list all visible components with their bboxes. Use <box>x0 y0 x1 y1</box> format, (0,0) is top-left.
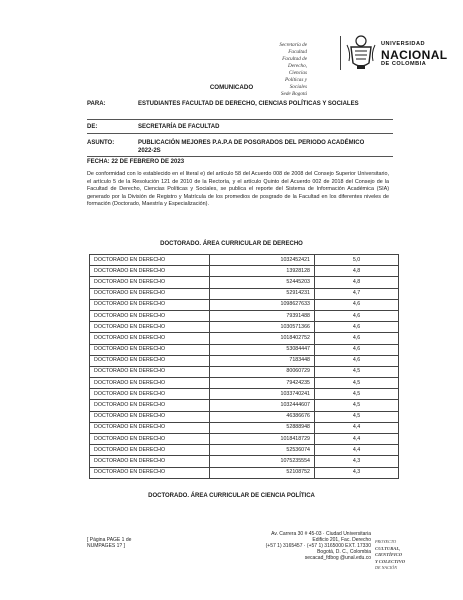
papa-cell: 4,6 <box>315 310 399 321</box>
student-id-cell: 1032452421 <box>210 255 315 266</box>
program-cell: DOCTORADO EN DERECHO <box>90 333 210 344</box>
papa-cell: 4,8 <box>315 266 399 277</box>
page-number-line: [ Página PAGE 1 de <box>87 537 132 543</box>
slogan-line: Y COLECTIVO <box>375 558 406 564</box>
program-cell: DOCTORADO EN DERECHO <box>90 310 210 321</box>
table-row <box>90 434 399 445</box>
table-row <box>90 411 399 422</box>
memo-divider <box>87 156 393 157</box>
student-id-cell: 80060729 <box>210 366 315 377</box>
papa-cell: 4,5 <box>315 389 399 400</box>
section-title: DOCTORADO. ÁREA CURRICULAR DE CIENCIA POLÍTICA <box>148 493 315 499</box>
table-row <box>90 445 399 456</box>
papa-cell: 5,0 <box>315 255 399 266</box>
address-line: secacad_fdbog @unal.edu.co <box>304 555 371 561</box>
program-cell: DOCTORADO EN DERECHO <box>90 344 210 355</box>
student-id-cell: 52445203 <box>210 277 315 288</box>
papa-cell: 4,4 <box>315 422 399 433</box>
table-row <box>90 310 399 321</box>
table-row <box>90 266 399 277</box>
papa-table <box>89 254 399 479</box>
student-id-cell: 1018402752 <box>210 333 315 344</box>
program-cell: DOCTORADO EN DERECHO <box>90 445 210 456</box>
papa-cell: 4,3 <box>315 456 399 467</box>
student-id-cell: 52888948 <box>210 422 315 433</box>
papa-cell: 4,5 <box>315 378 399 389</box>
student-id-cell: 1018418729 <box>210 434 315 445</box>
student-id-cell: 79391488 <box>210 310 315 321</box>
program-cell: DOCTORADO EN DERECHO <box>90 467 210 478</box>
body-paragraph: De conformidad con lo establecido en el literal e) del artículo 58 del Acuerdo 008 de 2008 del Consejo Superior Universitario, el artículo 5 de la Resolución 121 de 2010 de la Rectoría, y el artículo Quinto del Acuerdo 002 de 2018 del Consejo de la Facultad de Derecho, Ciencias Políticas y Sociales, se publica el reporte del Sistema de Información Académica (SIA) generado por la División de Registro y Matrícula de los promedios de posgrado de la Facultad en los diferentes niveles de formación (Doctorado, Maestría y Especialización). <box>87 171 389 208</box>
program-cell: DOCTORADO EN DERECHO <box>90 456 210 467</box>
student-id-cell: 1032444607 <box>210 400 315 411</box>
de-label: DE: <box>87 124 98 130</box>
sender-line: Facultad de Derecho, Ciencias Políticas y Sociales <box>282 56 307 90</box>
table-row <box>90 389 399 400</box>
document-title: COMUNICADO <box>209 84 254 91</box>
program-cell: DOCTORADO EN DERECHO <box>90 411 210 422</box>
program-cell: DOCTORADO EN DERECHO <box>90 266 210 277</box>
student-id-cell: 52914231 <box>210 288 315 299</box>
table-row <box>90 344 399 355</box>
de-value: SECRETARÍA DE FACULTAD <box>138 124 220 130</box>
papa-cell: 4,4 <box>315 434 399 445</box>
papa-cell: 4,6 <box>315 299 399 310</box>
slogan-line: DE NACIÓN <box>375 565 397 571</box>
papa-cell: 4,3 <box>315 467 399 478</box>
page-number-line: NUMPAGES 1? ] <box>87 543 125 549</box>
memo-fecha: FECHA: 22 DE FEBRERO DE 2023 <box>87 159 185 165</box>
university-line-2: NACIONAL <box>381 47 448 62</box>
program-cell: DOCTORADO EN DERECHO <box>90 400 210 411</box>
proyecto-slogan <box>375 539 405 572</box>
letterhead <box>270 30 448 97</box>
asunto-label: ASUNTO: <box>87 140 115 146</box>
papa-cell: 4,7 <box>315 288 399 299</box>
university-seal-icon <box>345 33 377 71</box>
program-cell: DOCTORADO EN DERECHO <box>90 366 210 377</box>
slogan-line: PROYECTO <box>375 539 397 544</box>
table-row <box>90 333 399 344</box>
student-id-cell: 1098627633 <box>210 299 315 310</box>
letterhead-divider <box>340 36 341 70</box>
sender-line: Secretaría de Facultad <box>279 42 307 55</box>
table-row <box>90 277 399 288</box>
student-id-cell: 1075235554 <box>210 456 315 467</box>
para-value: ESTUDIANTES FACULTAD DE DERECHO, CIENCIAS POLÍTICAS Y SOCIALES <box>138 101 359 107</box>
papa-cell: 4,8 <box>315 277 399 288</box>
table-row <box>90 288 399 299</box>
program-cell: DOCTORADO EN DERECHO <box>90 277 210 288</box>
table-row <box>90 355 399 366</box>
table-row <box>90 366 399 377</box>
table-row <box>90 299 399 310</box>
papa-cell: 4,4 <box>315 445 399 456</box>
student-id-cell: 13928128 <box>210 266 315 277</box>
program-cell: DOCTORADO EN DERECHO <box>90 355 210 366</box>
sender-line: Sede Bogotá <box>280 91 307 97</box>
student-id-cell: 79424235 <box>210 378 315 389</box>
student-id-cell: 52108752 <box>210 467 315 478</box>
student-id-cell: 52536074 <box>210 445 315 456</box>
program-cell: DOCTORADO EN DERECHO <box>90 299 210 310</box>
table-row <box>90 422 399 433</box>
slogan-line: CULTURAL, <box>375 545 401 551</box>
memo-divider <box>87 133 393 134</box>
university-line-1: UNIVERSIDAD <box>381 41 426 47</box>
program-cell: DOCTORADO EN DERECHO <box>90 288 210 299</box>
program-cell: DOCTORADO EN DERECHO <box>90 434 210 445</box>
student-id-cell: 46386676 <box>210 411 315 422</box>
papa-cell: 4,5 <box>315 366 399 377</box>
university-wordmark <box>381 42 448 67</box>
student-id-cell: 7183448 <box>210 355 315 366</box>
papa-cell: 4,6 <box>315 344 399 355</box>
para-label: PARA: <box>87 101 106 107</box>
page-number <box>87 537 131 549</box>
papa-cell: 4,6 <box>315 355 399 366</box>
memo-divider <box>87 119 393 120</box>
program-cell: DOCTORADO EN DERECHO <box>90 255 210 266</box>
address-line: Bogotá, D. C., Colombia <box>317 549 371 555</box>
papa-cell: 4,5 <box>315 400 399 411</box>
table-row <box>90 255 399 266</box>
asunto-value: PUBLICACIÓN MEJORES P.A.P.A DE POSGRADOS DEL PERIODO ACADÉMICO 2022-2S <box>138 140 365 154</box>
student-id-cell: 1033740241 <box>210 389 315 400</box>
table-row <box>90 400 399 411</box>
section-title: DOCTORADO. ÁREA CURRICULAR DE DERECHO <box>160 241 303 247</box>
university-line-3: DE COLOMBIA <box>381 60 427 67</box>
papa-cell: 4,6 <box>315 322 399 333</box>
footer-address <box>265 531 371 561</box>
address-line: Av. Carrera 30 # 45-03 · Ciudad Universitaria <box>271 531 371 537</box>
program-cell: DOCTORADO EN DERECHO <box>90 378 210 389</box>
table-row <box>90 456 399 467</box>
program-cell: DOCTORADO EN DERECHO <box>90 389 210 400</box>
program-cell: DOCTORADO EN DERECHO <box>90 422 210 433</box>
papa-cell: 4,5 <box>315 411 399 422</box>
address-line: Edificio 201, Fac. Derecho <box>312 537 371 543</box>
papa-cell: 4,6 <box>315 333 399 344</box>
table-row <box>90 467 399 478</box>
student-id-cell: 53084447 <box>210 344 315 355</box>
table-row <box>90 322 399 333</box>
program-cell: DOCTORADO EN DERECHO <box>90 322 210 333</box>
address-line: (+57 1) 3165457 · (+57 1) 3165000 EXT. 17330 <box>265 543 371 549</box>
table-row <box>90 378 399 389</box>
student-id-cell: 1030571366 <box>210 322 315 333</box>
slogan-line: CIENTÍFICO <box>375 552 403 558</box>
